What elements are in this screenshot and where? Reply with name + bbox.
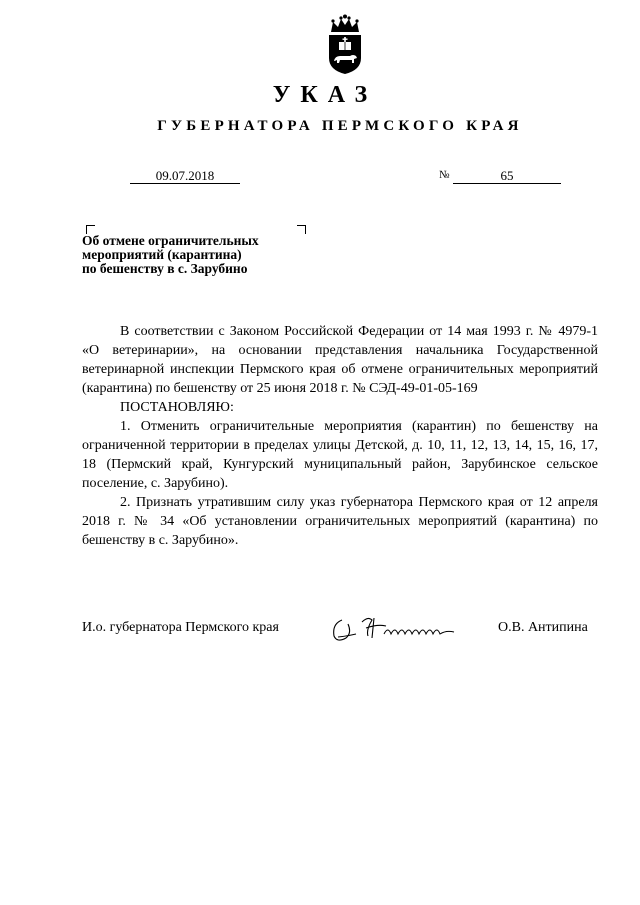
heading-corner-right <box>297 225 306 234</box>
resolve-paragraph: ПОСТАНОВЛЯЮ: <box>120 400 234 415</box>
heading-line: Об отмене ограничительных <box>82 233 259 248</box>
clause-2-paragraph: 2. Признать утратившим силу указ губернатора Пермского края от 12 апреля 2018 г. № 34 «Об установлении ограничительных мероприятий (карантина) по бешенству в с. Зарубино». <box>82 495 598 548</box>
heading-line: мероприятий (карантина) <box>82 247 242 262</box>
decree-number: 65 <box>453 168 561 184</box>
heading-line: по бешенству в с. Зарубино <box>82 261 248 276</box>
clause-1-paragraph: 1. Отменить ограничительные мероприятия (карантин) по бешенству на ограниченной территории в пределах улицы Детской, д. 10, 11, 12, 13, 14, 15, 16, 17, 18 (Пермский край, Кунгурский муниципальный район, Зарубинское сельское поселение, с. Зарубино). <box>82 419 598 491</box>
signatory-name: О.В. Антипина <box>498 620 588 635</box>
decree-heading <box>82 234 322 276</box>
decree-body <box>82 322 598 550</box>
document-title: УКАЗ <box>272 82 378 108</box>
decree-date: 09.07.2018 <box>130 168 240 184</box>
decree-number-label: № <box>439 169 450 181</box>
signatory-position: И.о. губернатора Пермского края <box>82 620 279 635</box>
perm-krai-coat-of-arms-icon <box>325 14 365 76</box>
preamble-paragraph: В соответствии с Законом Российской Федерации от 14 мая 1993 г. № 4979-1 «О ветеринарии», на основании представления начальника Государственной ветеринарной инспекции Пермского края об отмене ограничительных мероприятий (карантина) по бешенству от 25 июня 2018 г. № СЭД-49-01-05-169 <box>82 324 598 396</box>
handwritten-signature-icon <box>328 610 488 646</box>
document-subtitle: ГУБЕРНАТОРА ПЕРМСКОГО КРАЯ <box>157 118 523 134</box>
